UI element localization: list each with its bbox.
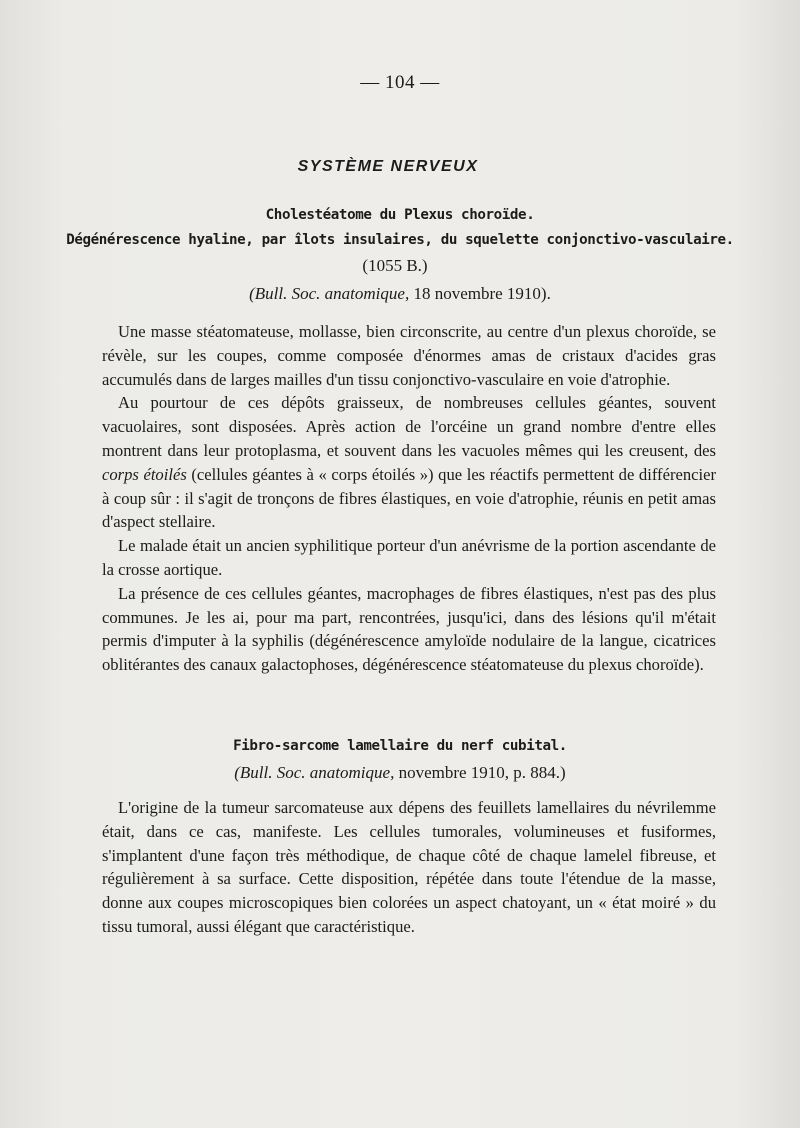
- article1-reference: [0, 284, 800, 304]
- article1-title-line2: Dégénérescence hyaline, par îlots insulaires, du squelette conjonctivo-vasculaire.: [66, 232, 734, 248]
- article1-ref-date: 18 novembre 1910).: [409, 284, 551, 303]
- article1-paragraph-4: La présence de ces cellules géantes, macrophages de fibres élastiques, n'est pas des plus communes. Je les ai, pour ma part, rencontrées, jusqu'ici, dans des lésions qu'il m'était permis d'imputer à la syphilis (dégénérescence amyloïde nodulaire de la langue, cicatrices oblitérantes des canaux galactophoses, dégénérescence stéatomateuse du plexus choroïde).: [102, 583, 716, 675]
- article2-ref-date: novembre 1910, p. 884.): [394, 763, 566, 782]
- article2-reference: [0, 763, 800, 783]
- article1-paragraph-2a: Au pourtour de ces dépôts graisseux, de nombreuses cellules géantes, souvent vacuolaires, sont disposées. Après action de l'orcéine un grand nombre d'entre elles montrent dans leur protoplasma, et souvent dans les vacuoles mêmes qui les creusent, des: [102, 393, 716, 460]
- page-number: — 104 —: [360, 72, 440, 93]
- article1-ref-journal: (Bull. Soc. anatomique,: [249, 284, 410, 303]
- article1-paragraph-1: Une masse stéatomateuse, mollasse, bien circonscrite, au centre d'un plexus choroïde, se révèle, sur les coupes, comme composée d'énormes amas de cristaux d'acides gras accumulés dans de larges mailles d'un tissu conjonctivo-vasculaire en voie d'atrophie.: [102, 322, 716, 389]
- article1-catalog-number: (1055 B.): [362, 256, 428, 275]
- article1-paragraph-2-italic: corps étoilés: [102, 464, 187, 484]
- article1-paragraph-2b: (cellules géantes à « corps étoilés ») que les réactifs permettent de différencier à coup sûr : il s'agit de tronçons de fibres élastiques, en voie d'atrophie, réunis en petit amas d'aspect stellaire.: [102, 464, 716, 532]
- article1-paragraph-3: Le malade était un ancien syphilitique porteur d'un anévrisme de la portion ascendante de la crosse aortique.: [102, 536, 716, 579]
- article2-paragraph-1: L'origine de la tumeur sarcomateuse aux dépens des feuillets lamellaires du névrilemme était, dans ce cas, manifeste. Les cellules tumorales, volumineuses et fusiformes, s'implantent d'une façon très méthodique, de chaque côté de chaque lamelel fibreuse, et régulièrement à sa surface. Cette disposition, répétée dans toute l'étendue de la masse, donne aux coupes microscopiques bien colorées un aspect chatoyant, un « état moiré » du tissu tumoral, aussi élégant que caractéristique.: [102, 798, 716, 936]
- article2-body: [102, 796, 716, 939]
- article1-title-line1: Cholestéatome du Plexus choroïde.: [265, 207, 535, 223]
- section-title: SYSTÈME NERVEUX: [297, 158, 479, 175]
- article1-paragraph-2: [102, 391, 716, 534]
- article1-body: [102, 320, 716, 677]
- article2-title: Fibro-sarcome lamellaire du nerf cubital.: [233, 738, 567, 754]
- article2-ref-journal: (Bull. Soc. anatomique,: [234, 763, 395, 782]
